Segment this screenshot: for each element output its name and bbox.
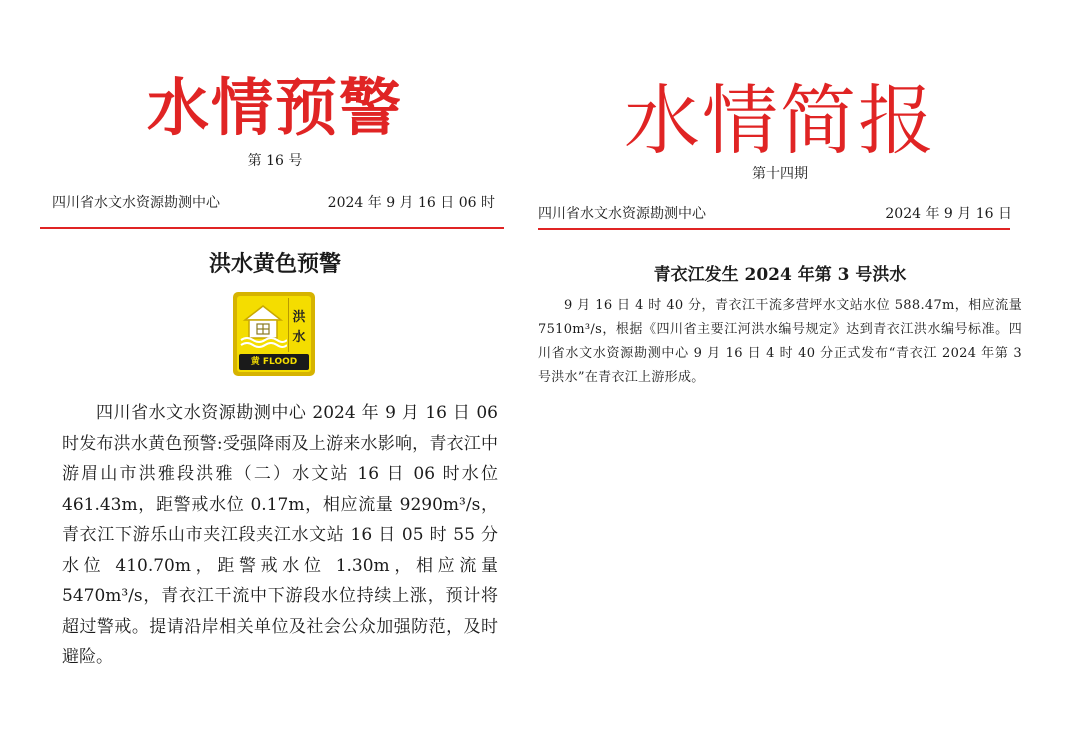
red-divider bbox=[538, 228, 1010, 230]
bulletin-body-text: 9 月 16 日 4 时 40 分，青衣江干流多营坪水文站水位 588.47m，相应流量 7510m³/s，根据《四川省主要江河洪水编号规定》达到青衣江洪水编号标准。四川省水文水资源勘测中心 9 月 16 日 4 时 40 分正式发布“青衣江 2024 年第 3 号洪水”在青衣江上游形成。 bbox=[538, 298, 1022, 385]
document-headline: 青衣江发生 2024 年第 3 号洪水 bbox=[653, 265, 907, 285]
badge-char-water: 水 bbox=[292, 330, 306, 345]
masthead-title: 水情预警 bbox=[146, 71, 403, 144]
flood-house-icon bbox=[239, 298, 287, 350]
issue-number: 第十四期 bbox=[752, 166, 808, 182]
issue-number: 第 16 号 bbox=[247, 153, 303, 169]
warning-body-text: 四川省水文水资源勘测中心 2024 年 9 月 16 日 06 时发布洪水黄色预警:受强降雨及上游来水影响，青衣江中游眉山市洪雅段洪雅（二）水文站 16 日 06 时水位 461.43m，距警戒水位 0.17m，相应流量 9290m³/s，青衣江下游乐山市夹江段夹江水文站 16 日 05 时 55 分水位 410.70m，距警戒水位 1.30m，相应流量 5470m³/s，青衣江干流中下游段水位持续上涨，预计将超过警戒。提请沿岸相关单位及社会公众加强防范，及时避险。 bbox=[62, 403, 498, 667]
document-headline: 洪水黄色预警 bbox=[208, 251, 341, 277]
badge-label: 黄 FLOOD bbox=[239, 354, 309, 370]
issue-date: 2024 年 9 月 16 日 06 时 bbox=[327, 195, 495, 211]
issuing-organization: 四川省水文水资源勘测中心 bbox=[52, 195, 220, 211]
red-divider bbox=[40, 227, 504, 229]
masthead-title: 水情简报 bbox=[624, 76, 936, 165]
badge-char-flood: 洪 bbox=[292, 310, 306, 325]
issuing-organization: 四川省水文水资源勘测中心 bbox=[538, 206, 706, 222]
issue-date: 2024 年 9 月 16 日 bbox=[885, 206, 1012, 222]
flood-yellow-warning-badge bbox=[233, 292, 315, 376]
